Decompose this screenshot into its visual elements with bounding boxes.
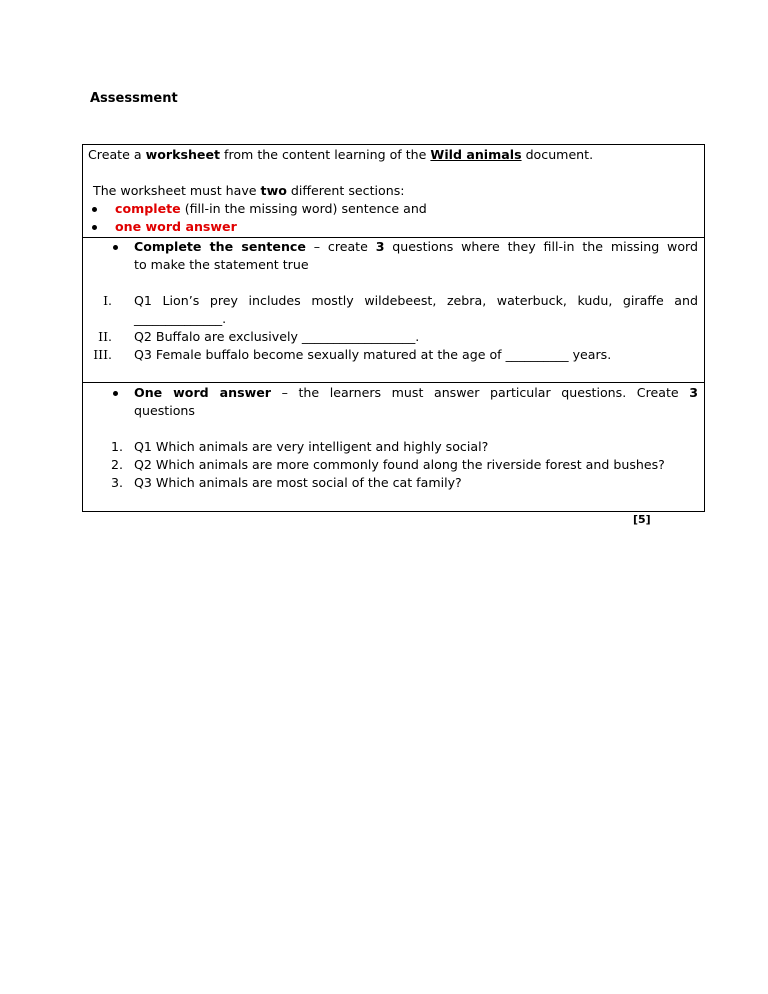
intro-text: from the content learning of the (220, 147, 431, 162)
intro-text: different sections: (286, 183, 405, 198)
intro-bold-worksheet: worksheet (145, 147, 221, 162)
intro-bold-wild-animals: Wild animals (430, 147, 522, 162)
section1-question-1: Q1 Lion’s prey includes mostly wildebeest, zebra, waterbuck, kudu, giraffe and (134, 293, 698, 308)
section2-question-2: Q2 Which animals are more commonly found along the riverside forest and bushes? (134, 457, 665, 472)
highlight-complete: complete (115, 201, 181, 216)
section2-desc-line-2: questions (134, 403, 195, 418)
highlight-one-word-answer: one word answer (115, 219, 237, 234)
section2-header (134, 385, 698, 401)
section1-question-2: Q2 Buffalo are exclusively __________________. (134, 329, 420, 344)
section1-question-1-blank: ______________. (134, 311, 227, 326)
question-marker: I. (103, 293, 112, 308)
section1-desc-line-2: to make the statement true (134, 257, 309, 272)
assessment-table (82, 144, 705, 512)
question-marker: II. (98, 329, 112, 344)
mark-total: [5] (633, 513, 651, 526)
section2-title: One word answer (134, 385, 271, 400)
bullet-icon (113, 245, 118, 250)
section1-count: 3 (375, 239, 385, 254)
bullet-icon (113, 391, 118, 396)
section1-header (134, 239, 698, 255)
section1-desc: – create (305, 239, 376, 254)
question-marker: 1. (110, 439, 123, 454)
section1-desc: questions where they fill-in the missing word (384, 239, 698, 254)
table-divider (83, 382, 704, 383)
question-marker: 3. (110, 475, 123, 490)
table-divider (83, 237, 704, 238)
section1-question-3: Q3 Female buffalo become sexually matured at the age of __________ years. (134, 347, 612, 362)
intro-line-1 (88, 147, 593, 163)
page-heading: Assessment (90, 91, 178, 106)
intro-text: The worksheet must have (93, 183, 261, 198)
bullet-icon (92, 207, 97, 212)
bullet-icon (92, 225, 97, 230)
intro-text: Create a (88, 147, 146, 162)
intro-item-complete (115, 201, 427, 217)
intro-text: document. (521, 147, 594, 162)
section2-question-3: Q3 Which animals are most social of the cat family? (134, 475, 462, 490)
section2-question-1: Q1 Which animals are very intelligent and highly social? (134, 439, 489, 454)
intro-text: (fill-in the missing word) sentence and (180, 201, 427, 216)
question-marker: 2. (110, 457, 123, 472)
intro-line-2 (93, 183, 405, 199)
question-marker: III. (93, 347, 112, 362)
intro-bold-two: two (260, 183, 287, 198)
section1-title: Complete the sentence (134, 239, 306, 254)
section2-count: 3 (689, 385, 698, 400)
section2-desc: – the learners must answer particular questions. Create (271, 385, 690, 400)
